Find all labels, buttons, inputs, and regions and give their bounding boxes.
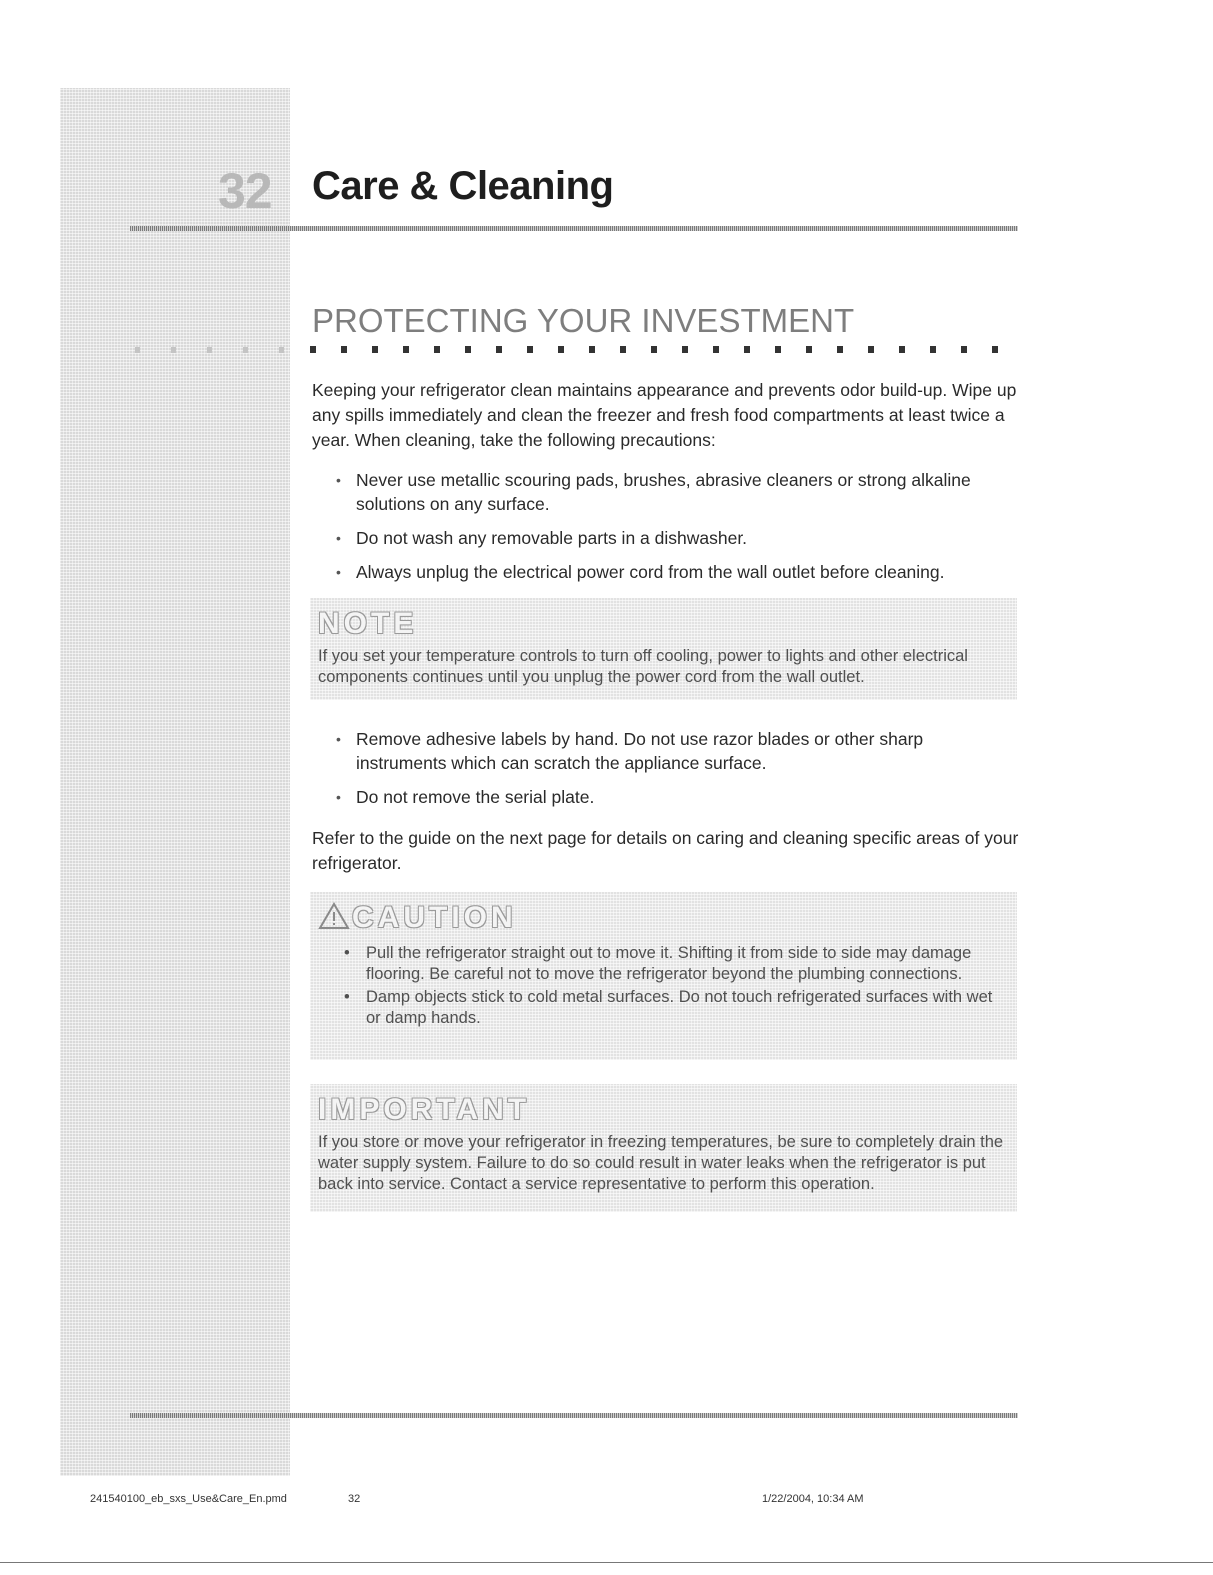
decorative-dots-divider [310,346,1022,353]
section-heading: PROTECTING YOUR INVESTMENT [312,302,855,339]
caution-title: CAUTION [318,900,1011,939]
top-rule [130,226,1018,231]
bullet-icon: • [336,530,341,546]
caution-list [316,943,1011,1029]
page-edge-line [0,1562,1213,1563]
refer-paragraph: Refer to the guide on the next page for details on caring and cleaning specific areas of your refrigerator. [312,828,1019,873]
list-item: • Do not remove the serial plate. [336,787,595,807]
important-box [310,1084,1017,1212]
precautions-list [312,468,1012,594]
sidebar-pattern [60,88,290,1476]
warning-triangle-icon [318,902,350,939]
list-item: • Remove adhesive labels by hand. Do not use razor blades or other sharp instruments which can scratch the appliance surface. [336,729,924,773]
bullet-icon: • [344,944,350,962]
list-item: • Never use metallic scouring pads, brushes, abrasive cleaners or strong alkaline solutions on any surface. [336,470,971,514]
bullet-icon: • [336,564,341,580]
list-item: • Do not wash any removable parts in a dishwasher. [336,528,748,548]
bullet-icon: • [336,472,341,488]
list-item: • Damp objects stick to cold metal surfaces. Do not touch refrigerated surfaces with wet or damp hands. [344,988,993,1027]
bullet-icon: • [336,731,341,747]
note-title: NOTE [318,607,418,640]
footer-timestamp: 1/22/2004, 10:34 AM [762,1493,864,1505]
intro-paragraph: Keeping your refrigerator clean maintains appearance and prevents odor build-up. Wipe up any spills immediately and clean the freezer and fresh food compartments at least twice a year. When cleaning, take the following precautions: [312,380,1017,450]
footer-filename: 241540100_eb_sxs_Use&Care_En.pmd [90,1493,287,1505]
caution-box [310,892,1017,1060]
page-number: 32 [218,163,272,219]
labels-list [312,727,1012,819]
list-item: • Pull the refrigerator straight out to move it. Shifting it from side to side may damage flooring. Be careful not to move the refrigerator beyond the plumbing connections. [344,944,972,983]
list-item: • Always unplug the electrical power cord from the wall outlet before cleaning. [336,562,945,582]
footer-page-number: 32 [348,1493,361,1505]
bottom-rule [130,1413,1018,1418]
note-text: If you set your temperature controls to turn off cooling, power to lights and other electrical components continues until you unplug the power cord from the wall outlet. [318,647,968,686]
note-box [310,598,1017,700]
bullet-icon: • [336,789,341,805]
important-title: IMPORTANT [318,1093,531,1126]
important-text: If you store or move your refrigerator in freezing temperatures, be sure to completely drain the water supply system. Failure to do so could result in water leaks when the refrigerator is put back into service. Contact a service representative to perform this operation. [318,1133,1004,1193]
bullet-icon: • [344,988,350,1006]
decorative-dots-left [135,347,285,353]
page-title: Care & Cleaning [312,164,614,208]
